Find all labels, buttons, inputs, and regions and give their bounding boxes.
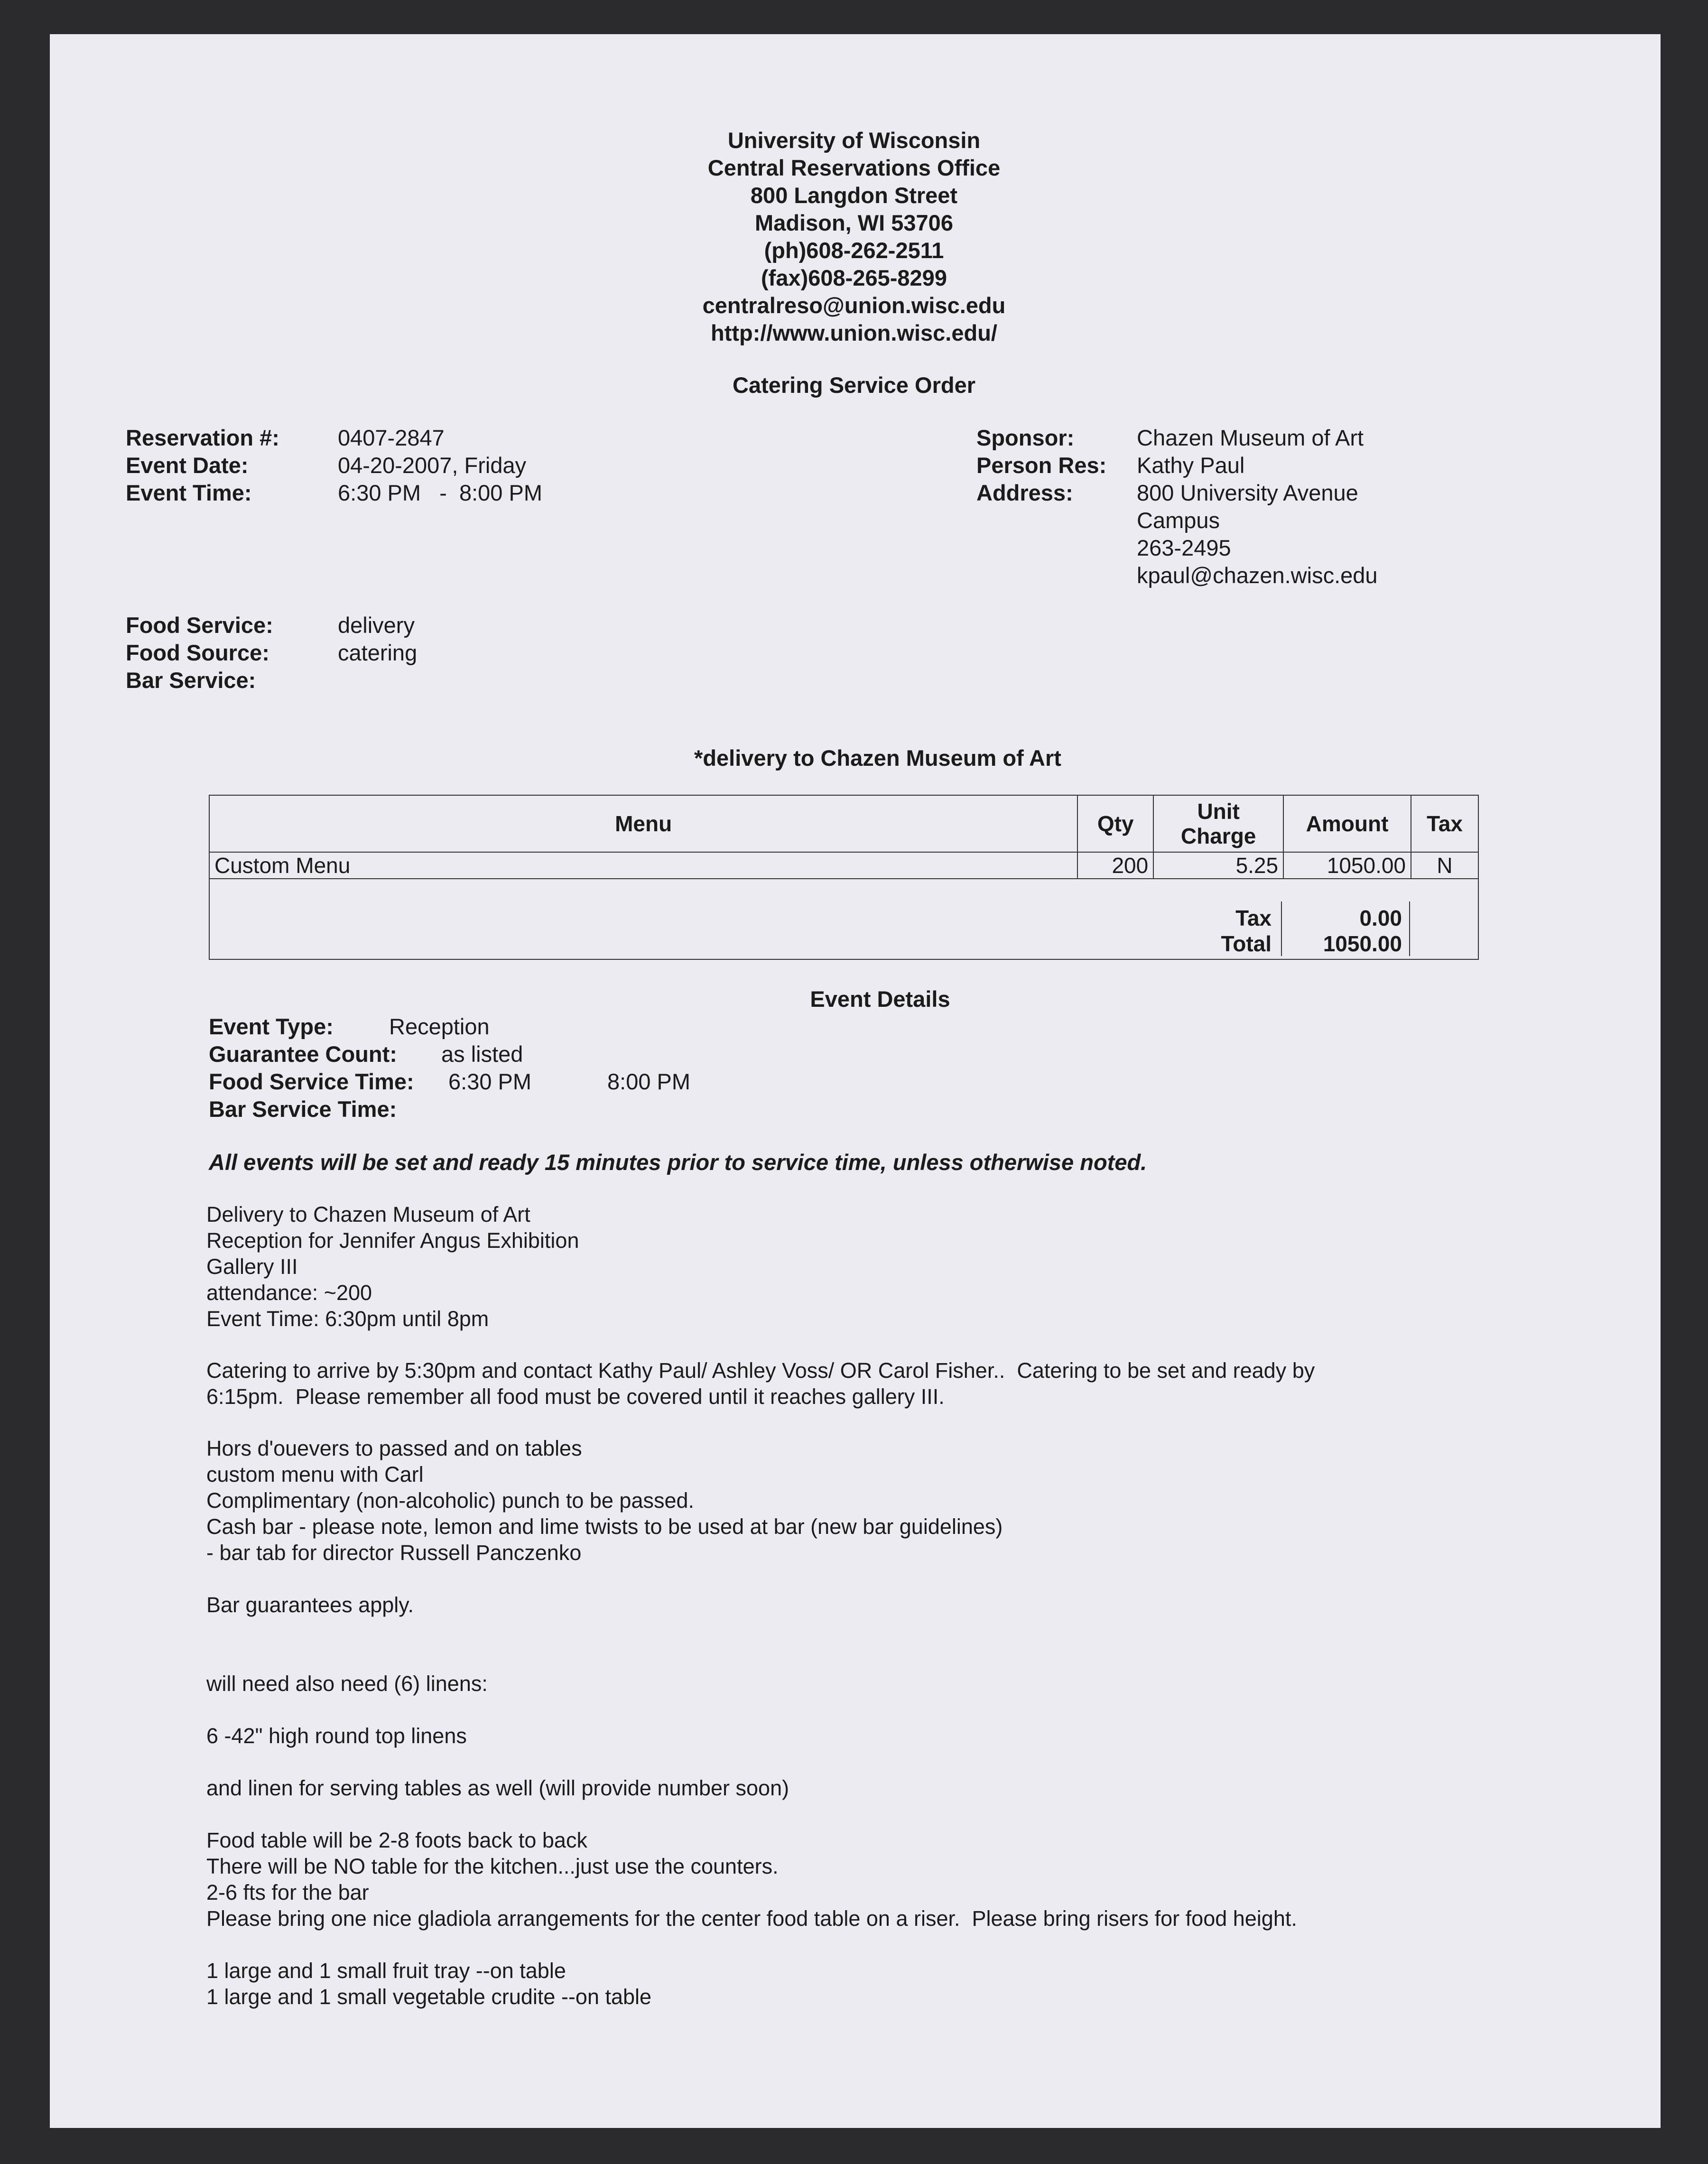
address-line: 263-2495 — [1137, 535, 1231, 560]
note-line: Please bring one nice gladiola arrangements for the center food table on a riser. Please bring risers for food height. — [206, 1906, 1297, 1931]
service-notice: All events will be set and ready 15 minutes prior to service time, unless otherwise noted. — [209, 1150, 1147, 1175]
tax-total-value: 0.00 — [1359, 906, 1402, 930]
note-line: 1 large and 1 small vegetable crudite --on table — [206, 1985, 652, 2009]
address-line: 800 University Avenue — [1137, 480, 1358, 505]
note-line: There will be NO table for the kitchen...just use the counters. — [206, 1854, 779, 1878]
document-title: Catering Service Order — [733, 372, 975, 398]
header-line: 800 Langdon Street — [750, 183, 958, 208]
guarantee-count: as listed — [441, 1041, 523, 1067]
food-service: delivery — [338, 613, 415, 638]
event-type: Reception — [389, 1014, 490, 1039]
note-line: Delivery to Chazen Museum of Art — [206, 1202, 530, 1226]
sponsor-name: Chazen Museum of Art — [1137, 425, 1364, 450]
menu-item-cell: Custom Menu — [209, 852, 1077, 879]
person-res: Kathy Paul — [1137, 453, 1245, 478]
table-row — [209, 852, 1478, 879]
menu-column-header: Menu — [209, 795, 1077, 852]
guarantee-count-label: Guarantee Count: — [209, 1041, 397, 1067]
event-type-label: Event Type: — [209, 1014, 334, 1039]
note-line: 6:15pm. Please remember all food must be covered until it reaches gallery III. — [206, 1384, 945, 1409]
note-line: Reception for Jennifer Angus Exhibition — [206, 1228, 579, 1253]
note-line: custom menu with Carl — [206, 1462, 424, 1486]
qty-column-header: Qty — [1077, 795, 1153, 852]
food-service-time-label: Food Service Time: — [209, 1069, 414, 1094]
delivery-heading: *delivery to Chazen Museum of Art — [694, 745, 1061, 771]
address-label: Address: — [976, 480, 1073, 505]
bar-service-label: Bar Service: — [126, 668, 256, 693]
note-line: Gallery III — [206, 1254, 298, 1279]
food-source-label: Food Source: — [126, 640, 269, 665]
totals-divider — [1281, 901, 1282, 956]
note-line: Complimentary (non-alcoholic) punch to be passed. — [206, 1488, 695, 1513]
note-line: - bar tab for director Russell Panczenko — [206, 1541, 582, 1565]
note-line: attendance: ~200 — [206, 1281, 372, 1305]
header-line: centralreso@union.wisc.edu — [702, 293, 1006, 318]
amount-cell: 1050.00 — [1283, 852, 1411, 879]
grand-total-label: Total — [1221, 931, 1272, 956]
header-line: http://www.union.wisc.edu/ — [710, 320, 997, 345]
note-line: 6 -42" high round top linens — [206, 1724, 467, 1748]
address-line: Campus — [1137, 508, 1220, 533]
food-service-start: 6:30 PM — [448, 1069, 532, 1094]
sponsor-label: Sponsor: — [976, 425, 1075, 450]
event-date-label: Event Date: — [126, 453, 249, 478]
bar-service-time-label: Bar Service Time: — [209, 1096, 397, 1122]
food-service-end: 8:00 PM — [607, 1069, 691, 1094]
note-line: Catering to arrive by 5:30pm and contact Kathy Paul/ Ashley Voss/ OR Carol Fisher.. Catering to be set and ready by — [206, 1358, 1315, 1383]
event-details-heading: Event Details — [810, 986, 950, 1012]
unit-charge-column-header: Unit Charge — [1153, 795, 1283, 852]
note-line: 1 large and 1 small fruit tray --on table — [206, 1959, 566, 1983]
qty-cell: 200 — [1077, 852, 1153, 879]
amount-column-header: Amount — [1283, 795, 1411, 852]
event-date: 04-20-2007, Friday — [338, 453, 527, 478]
note-line: Cash bar - please note, lemon and lime twists to be used at bar (new bar guidelines) — [206, 1514, 1003, 1539]
person-res-label: Person Res: — [976, 453, 1107, 478]
note-line: Event Time: 6:30pm until 8pm — [206, 1307, 489, 1331]
tax-total-label: Tax — [1235, 906, 1272, 930]
header-line: University of Wisconsin — [727, 128, 981, 153]
note-line: 2-6 fts for the bar — [206, 1880, 369, 1904]
event-time-label: Event Time: — [126, 480, 252, 505]
reservation-number: 0407-2847 — [338, 425, 445, 450]
header-line: (fax)608-265-8299 — [761, 265, 947, 290]
note-line: Food table will be 2-8 foots back to back — [206, 1828, 587, 1852]
note-line: and linen for serving tables as well (will provide number soon) — [206, 1776, 789, 1800]
header-line: (ph)608-262-2511 — [764, 238, 944, 263]
grand-total-value: 1050.00 — [1323, 931, 1402, 956]
reservation-number-label: Reservation #: — [126, 425, 279, 450]
note-line: Bar guarantees apply. — [206, 1593, 414, 1617]
food-source: catering — [338, 640, 418, 665]
note-line: Hors d'ouevers to passed and on tables — [206, 1436, 582, 1460]
tax-column-header: Tax — [1411, 795, 1478, 852]
event-time: 6:30 PM - 8:00 PM — [338, 480, 543, 505]
totals-divider — [1409, 901, 1410, 956]
header-line: Central Reservations Office — [707, 155, 1001, 180]
tax-cell: N — [1411, 852, 1478, 879]
header-line: Madison, WI 53706 — [755, 210, 953, 235]
address-line: kpaul@chazen.wisc.edu — [1137, 563, 1378, 588]
note-line: will need also need (6) linens: — [206, 1672, 488, 1696]
table-header-row — [209, 795, 1478, 852]
food-service-label: Food Service: — [126, 613, 273, 638]
unit-charge-cell: 5.25 — [1153, 852, 1283, 879]
